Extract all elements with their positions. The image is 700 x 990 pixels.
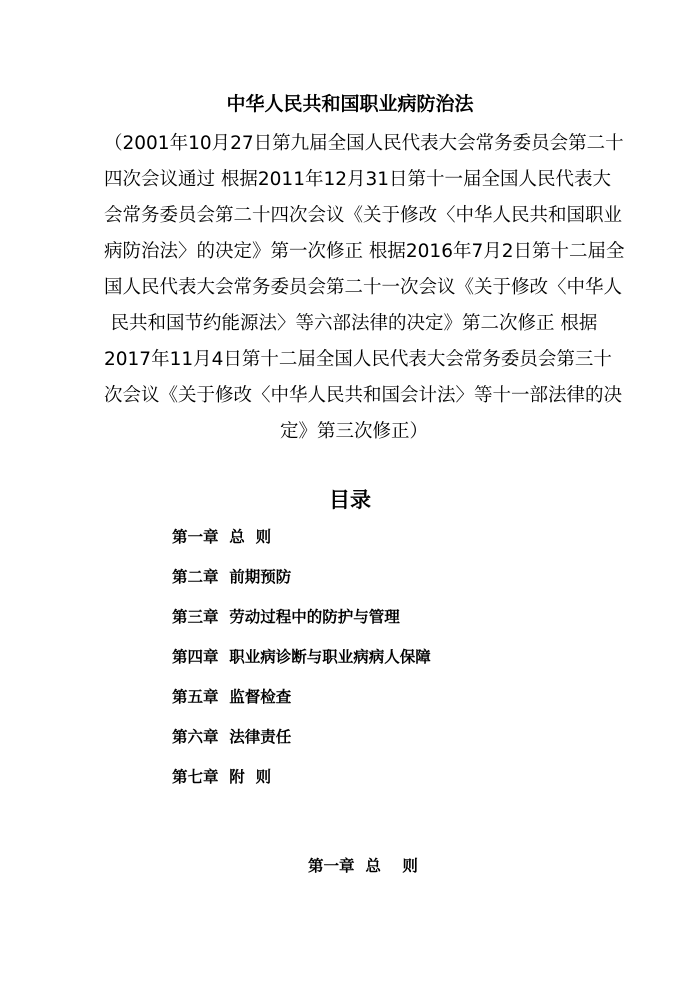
preamble-line: 定》第三次修正）	[279, 421, 428, 442]
chapter-heading: 第一章 总 则	[308, 857, 418, 875]
preamble-line: 次会议《关于修改〈中华人民共和国会计法〉等十一部法律的决	[104, 385, 623, 406]
toc-item-chapter-2: 第二章 前期预防	[172, 568, 292, 586]
preamble-line: 会常务委员会第二十四次会议《关于修改〈中华人民共和国职业	[104, 205, 623, 226]
toc-item-chapter-5: 第五章 监督检查	[172, 688, 292, 706]
preamble-line: 民共和国节约能源法〉等六部法律的决定》第二次修正 根据	[110, 313, 598, 334]
toc-item-chapter-7: 第七章 附 则	[172, 768, 272, 786]
toc-heading: 目录	[329, 488, 371, 512]
preamble-line: （2001年10月27日第九届全国人民代表大会常务委员会第二十	[104, 133, 624, 154]
toc-item-chapter-6: 第六章 法律责任	[172, 728, 292, 746]
preamble-line: 病防治法〉的决定》第一次修正 根据2016年7月2日第十二届全	[104, 241, 625, 262]
preamble-line: 国人民代表大会常务委员会第二十一次会议《关于修改〈中华人	[104, 277, 623, 298]
toc-item-chapter-4: 第四章 职业病诊断与职业病病人保障	[172, 648, 431, 666]
toc-item-chapter-1: 第一章 总 则	[172, 528, 272, 546]
preamble-line: 四次会议通过 根据2011年12月31日第十一届全国人民代表大	[104, 169, 612, 190]
table-of-contents	[172, 527, 431, 807]
toc-item-chapter-3: 第三章 劳动过程中的防护与管理	[172, 608, 400, 626]
preamble-line: 2017年11月4日第十二届全国人民代表大会常务委员会第三十	[104, 349, 612, 370]
document-title: 中华人民共和国职业病防治法	[226, 93, 474, 115]
preamble	[104, 126, 625, 450]
